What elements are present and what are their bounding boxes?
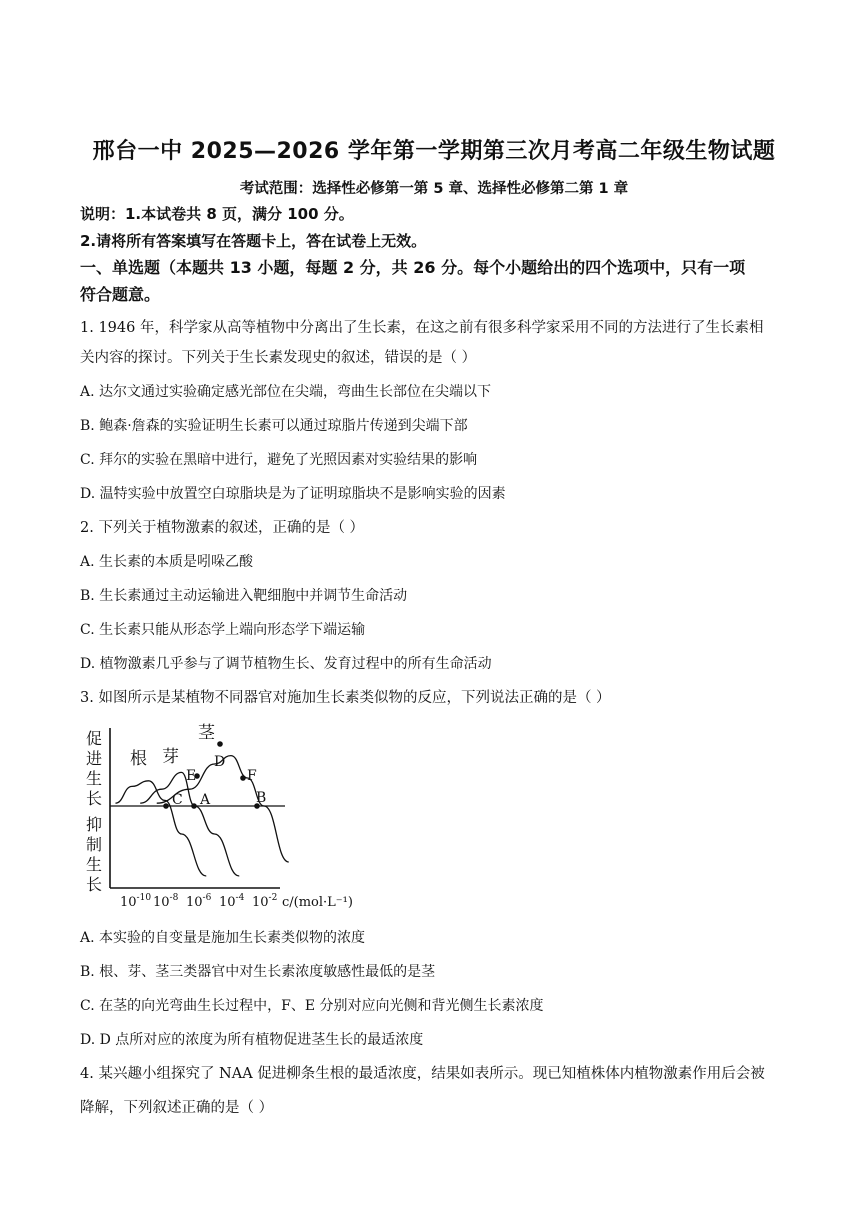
instruction-line-2: 2.请将所有答案填写在答题卡上，答在试卷上无效。	[80, 232, 427, 250]
svg-text:长: 长	[86, 789, 103, 808]
svg-text:长: 长	[86, 875, 103, 894]
x-tick-label: $10^{-10}$	[120, 893, 152, 910]
question-1-stem-line-1: 1. 1946 年，科学家从高等植物中分离出了生长素，在这之前有很多科学家采用不同的方法进行了生长素相	[80, 320, 764, 336]
question-4-stem-line-2: 降解，下列叙述正确的是（ ）	[80, 1100, 274, 1116]
point-label: D	[214, 754, 226, 770]
exam-scope: 考试范围：选择性必修第一第 5 章、选择性必修第二第 1 章	[239, 181, 629, 197]
question-1-option-d: D. 温特实验中放置空白琼脂块是为了证明琼脂块不是影响实验的因素	[80, 486, 506, 502]
x-tick-label: $10^{-2}$	[252, 893, 278, 910]
question-1-option-c: C. 拜尔的实验在黑暗中进行，避免了光照因素对实验结果的影响	[80, 452, 478, 468]
instruction-line-1: 说明：1.本试卷共 8 页，满分 100 分。	[80, 205, 354, 223]
curve-label: 茎	[198, 723, 215, 743]
question-3-option-c: C. 在茎的向光弯曲生长过程中，F、E 分别对应向光侧和背光侧生长素浓度	[80, 998, 544, 1014]
question-1-option-a: A. 达尔文通过实验确定感光部位在尖端，弯曲生长部位在尖端以下	[80, 384, 492, 400]
x-tick-label: $10^{-4}$	[219, 893, 245, 910]
curve-line	[116, 781, 207, 876]
data-point	[191, 803, 197, 809]
svg-text:抑: 抑	[86, 815, 103, 834]
svg-text:促: 促	[86, 729, 103, 748]
y-label-inhibit	[86, 815, 102, 894]
x-tick-label: $10^{-8}$	[153, 893, 179, 910]
svg-text:制: 制	[86, 835, 103, 854]
point-label: B	[256, 790, 267, 806]
section-heading-line-2: 符合题意。	[80, 285, 161, 304]
chart-curves	[116, 756, 289, 876]
curve-line	[157, 756, 289, 862]
question-3-option-a: A. 本实验的自变量是施加生长素类似物的浓度	[80, 930, 366, 946]
point-label: A	[200, 792, 211, 808]
svg-text:生: 生	[86, 769, 103, 788]
question-3-option-d: D. D 点所对应的浓度为所有植物促进茎生长的最适浓度	[80, 1032, 424, 1048]
question-2-option-a: A. 生长素的本质是吲哚乙酸	[80, 554, 254, 570]
question-2-option-d: D. 植物激素几乎参与了调节植物生长、发育过程中的所有生命活动	[80, 656, 492, 672]
y-label-promote	[86, 729, 102, 808]
data-point	[163, 803, 169, 809]
svg-text:进: 进	[86, 749, 103, 768]
curve-label: 芽	[162, 747, 179, 767]
point-label: C	[172, 792, 183, 808]
svg-text:生: 生	[86, 855, 103, 874]
growth-response-chart	[80, 722, 380, 914]
question-1-stem-line-2: 关内容的探讨。下列关于生长素发现史的叙述，错误的是（ ）	[80, 350, 477, 366]
point-label: F	[247, 768, 257, 784]
question-3-stem: 3. 如图所示是某植物不同器官对施加生长素类似物的反应，下列说法正确的是（ ）	[80, 690, 611, 706]
data-point	[217, 741, 223, 747]
question-2-option-c: C. 生长素只能从形态学上端向形态学下端运输	[80, 622, 366, 638]
page-title: 邢台一中 2025—2026 学年第一学期第三次月考高二年级生物试题	[92, 139, 776, 164]
section-heading-line-1: 一、单选题（本题共 13 小题，每题 2 分，共 26 分。每个小题给出的四个选项中，只有一项	[80, 258, 746, 277]
question-3-option-b: B. 根、芽、茎三类器官中对生长素浓度敏感性最低的是茎	[80, 964, 436, 980]
data-point	[240, 775, 246, 781]
question-1-option-b: B. 鲍森·詹森的实验证明生长素可以通过琼脂片传递到尖端下部	[80, 418, 468, 434]
x-axis-label: c/(mol·L⁻¹)	[282, 895, 353, 910]
curve-label: 根	[130, 749, 147, 769]
chart-labels	[86, 723, 353, 910]
question-2-stem: 2. 下列关于植物激素的叙述，正确的是（ ）	[80, 520, 365, 536]
point-label: E	[186, 768, 197, 784]
question-2-option-b: B. 生长素通过主动运输进入靶细胞中并调节生命活动	[80, 588, 408, 604]
x-tick-label: $10^{-6}$	[186, 893, 212, 910]
question-4-stem-line-1: 4. 某兴趣小组探究了 NAA 促进柳条生根的最适浓度，结果如表所示。现已知植株体内植物激素作用后会被	[80, 1066, 765, 1082]
